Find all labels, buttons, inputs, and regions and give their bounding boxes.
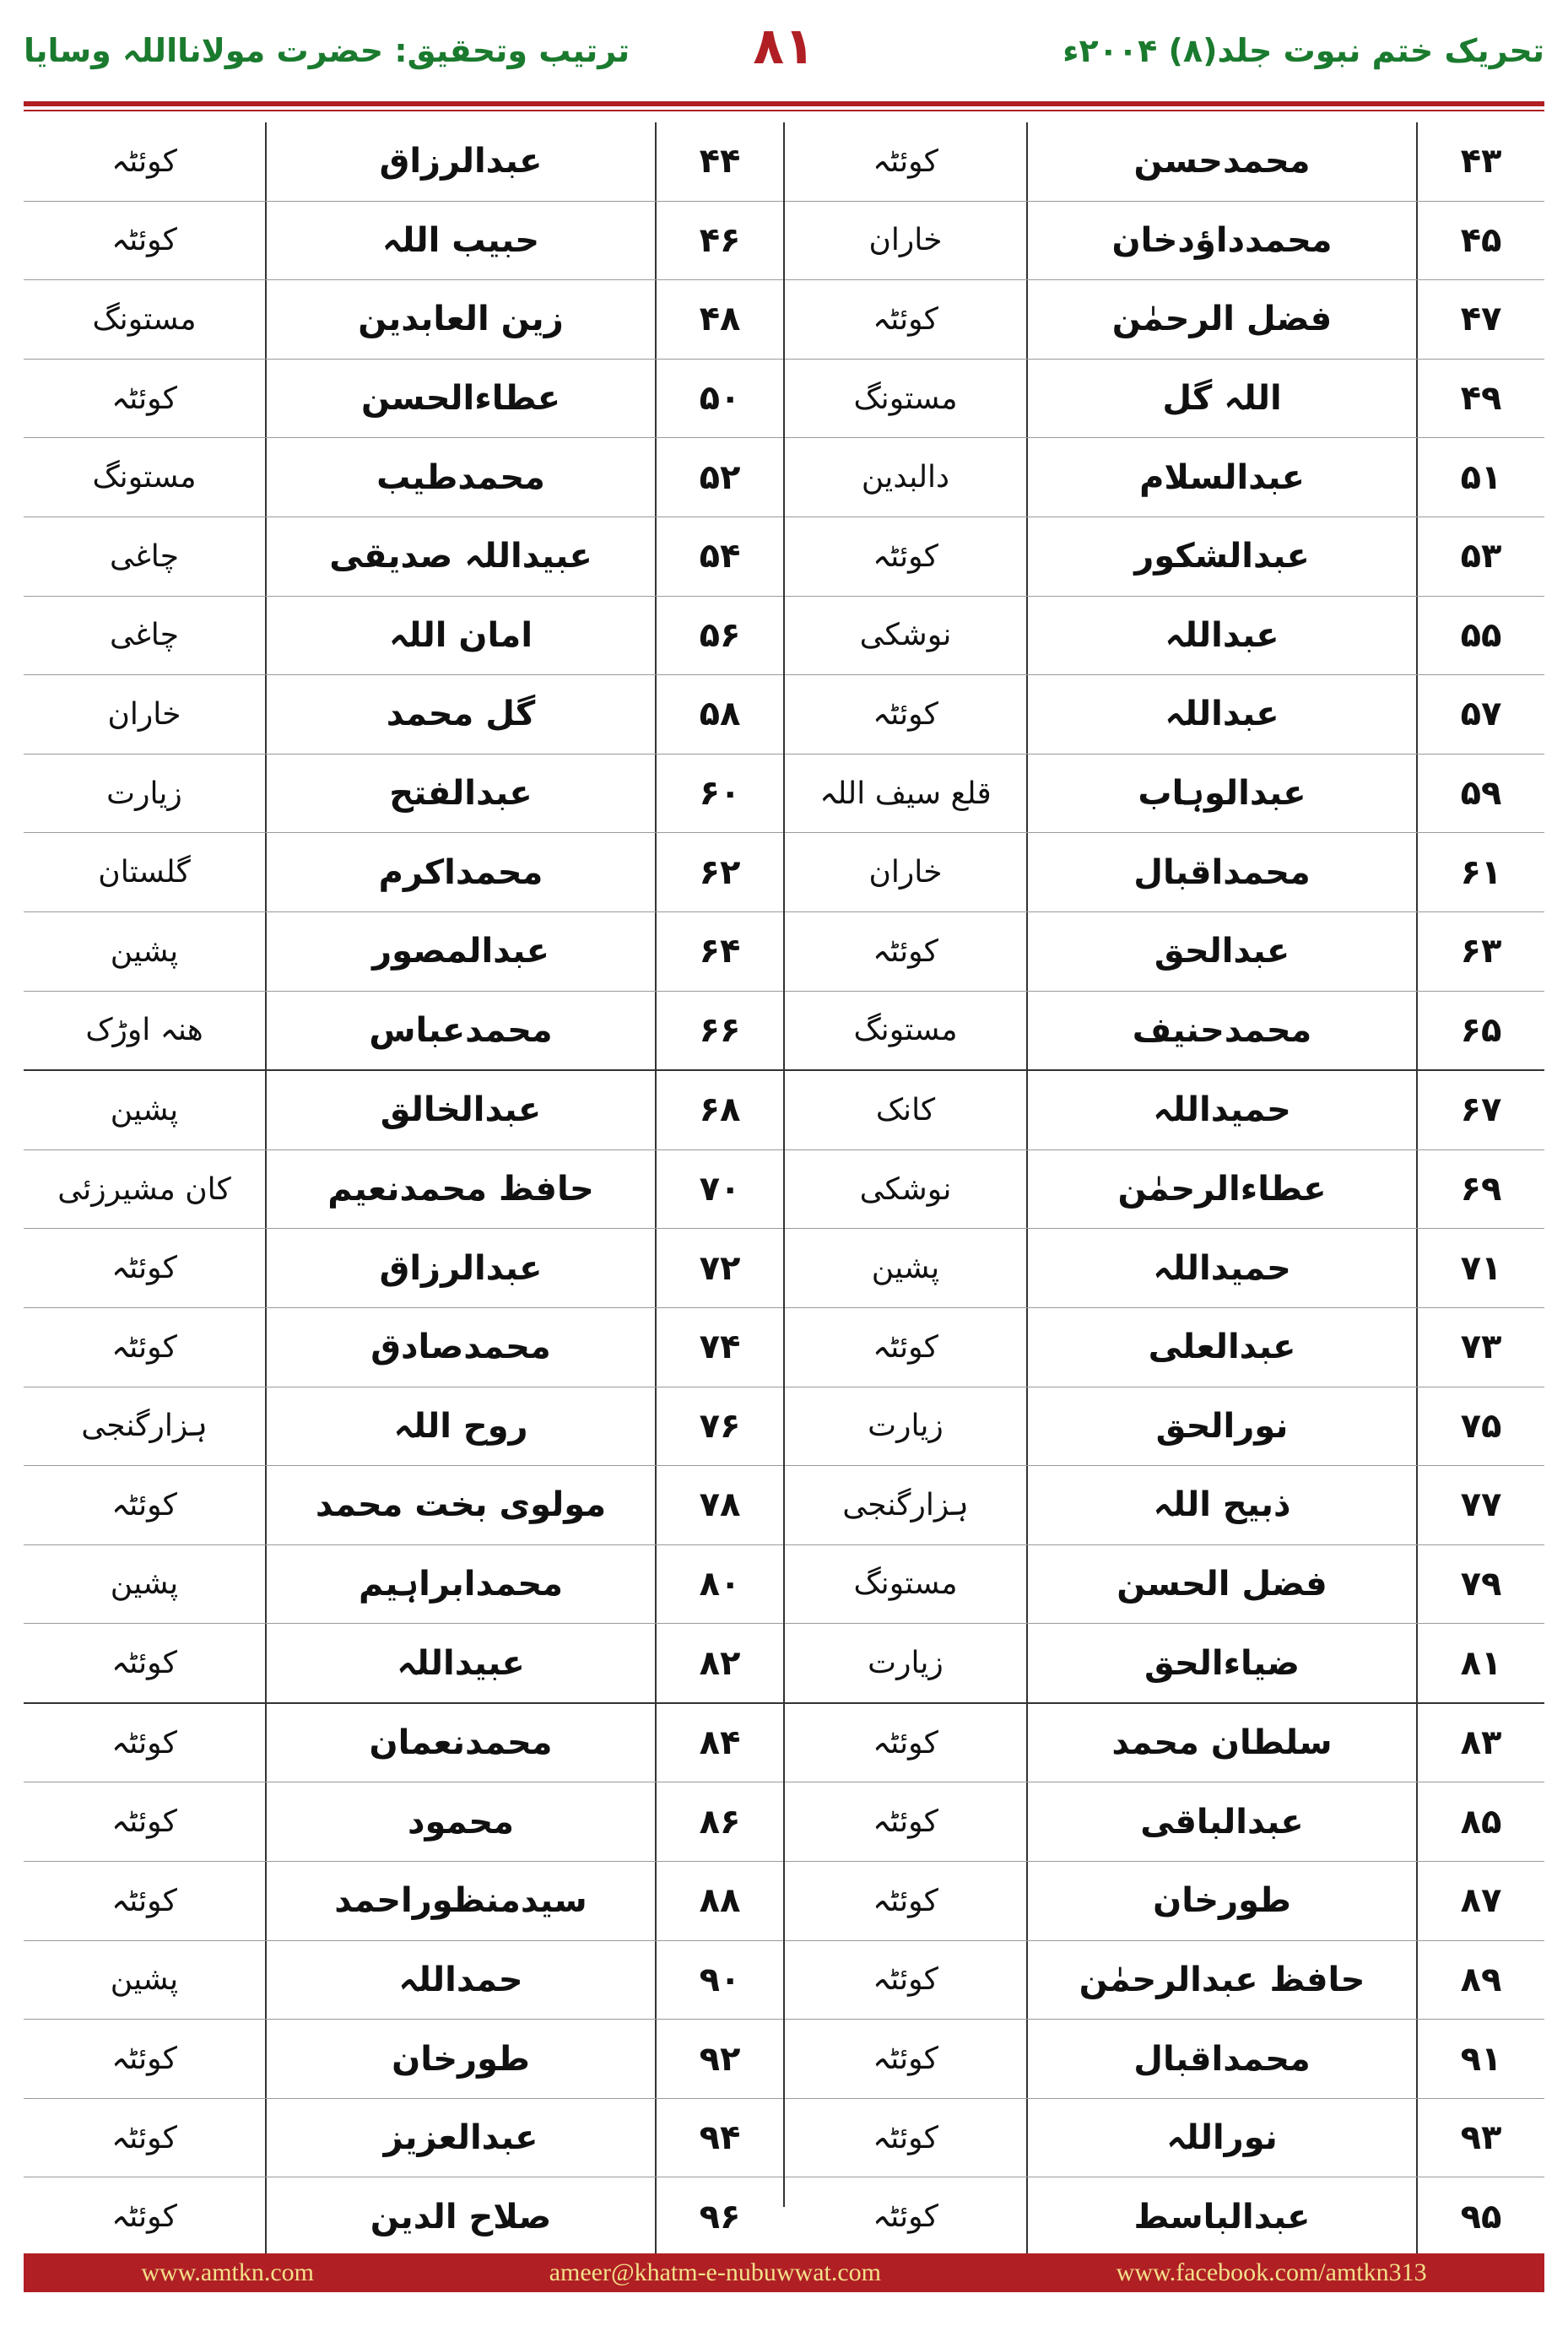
person-name: نورالحق bbox=[1026, 1387, 1416, 1466]
table-row bbox=[24, 202, 783, 281]
table-row bbox=[785, 992, 1544, 1072]
serial-number: ۶۳ bbox=[1416, 912, 1544, 991]
table-row bbox=[785, 1624, 1544, 1704]
serial-number: ۴۷ bbox=[1416, 280, 1544, 359]
person-name: حمداللہ bbox=[265, 1941, 655, 2020]
place-name: کوئٹہ bbox=[873, 2120, 938, 2155]
table-row bbox=[24, 438, 783, 517]
place-name: زیارت bbox=[106, 776, 182, 811]
person-name: حمیداللہ bbox=[1026, 1229, 1416, 1307]
place-name: ھنہ اوڑک bbox=[85, 1013, 203, 1048]
page-header bbox=[24, 17, 1544, 84]
place-name: پشین bbox=[871, 1251, 940, 1286]
person-name: محمدعباس bbox=[265, 992, 655, 1070]
person-name: عبداللہ bbox=[1026, 597, 1416, 675]
place-name: ہزارگنجی bbox=[81, 1409, 208, 1444]
person-name: عبدالوہاب bbox=[1026, 755, 1416, 833]
table-row bbox=[785, 202, 1544, 281]
table-row bbox=[24, 2020, 783, 2099]
person-name: امان اللہ bbox=[265, 597, 655, 675]
place-name: چاغی bbox=[109, 538, 180, 574]
header-rule-thick bbox=[24, 101, 1544, 106]
place-name: کوئٹہ bbox=[873, 1804, 938, 1840]
person-name: فضل الرحمٰن bbox=[1026, 280, 1416, 359]
table-row bbox=[24, 992, 783, 1072]
table-row bbox=[785, 1150, 1544, 1230]
place-name: زیارت bbox=[868, 1646, 944, 1681]
place-name: ہزارگنجی bbox=[842, 1487, 969, 1523]
place-name: کوئٹہ bbox=[111, 1883, 177, 1918]
serial-number: ۸۷ bbox=[1416, 1862, 1544, 1940]
place-name: مستونگ bbox=[92, 301, 197, 337]
place-name: گلستان bbox=[98, 855, 191, 890]
place-name: خاران bbox=[868, 855, 943, 890]
person-name: محمدحنیف bbox=[1026, 992, 1416, 1070]
person-name: محمدصادق bbox=[265, 1308, 655, 1387]
person-name: عبدالرزاق bbox=[265, 1229, 655, 1307]
place-name: کوئٹہ bbox=[873, 933, 938, 969]
person-name: حبیب اللہ bbox=[265, 202, 655, 280]
person-name: سلطان محمد bbox=[1026, 1704, 1416, 1782]
serial-number: ۴۴ bbox=[655, 122, 783, 201]
table-row bbox=[785, 1941, 1544, 2020]
place-name: کوئٹہ bbox=[111, 1329, 177, 1365]
table-row bbox=[785, 1545, 1544, 1625]
serial-number: ۵۰ bbox=[655, 360, 783, 438]
person-name: گل محمد bbox=[265, 675, 655, 754]
serial-number: ۶۱ bbox=[1416, 833, 1544, 911]
table-row bbox=[785, 675, 1544, 755]
person-name: فضل الحسن bbox=[1026, 1545, 1416, 1624]
place-name: نوشکی bbox=[859, 618, 952, 653]
place-name: کوئٹہ bbox=[111, 1646, 177, 1681]
email-link[interactable]: ameer@khatm-e-nubuwwat.com bbox=[549, 2258, 881, 2286]
place-name: کان مشیرزئی bbox=[57, 1171, 231, 1207]
serial-number: ۷۷ bbox=[1416, 1466, 1544, 1544]
table-row bbox=[785, 2099, 1544, 2178]
table-row bbox=[24, 2099, 783, 2178]
person-name: حافظ محمدنعیم bbox=[265, 1150, 655, 1229]
person-name: ذبیح اللہ bbox=[1026, 1466, 1416, 1544]
place-name: کوئٹہ bbox=[873, 301, 938, 337]
place-name: خاران bbox=[868, 223, 943, 258]
table-row bbox=[785, 1466, 1544, 1545]
table-row bbox=[785, 438, 1544, 517]
serial-number: ۹۰ bbox=[655, 1941, 783, 2020]
place-name: مستونگ bbox=[853, 381, 958, 416]
place-name: کوئٹہ bbox=[873, 2199, 938, 2235]
place-name: کوئٹہ bbox=[873, 143, 938, 179]
table-row bbox=[785, 360, 1544, 439]
person-name: عبدالعزیز bbox=[265, 2099, 655, 2177]
person-name: صلاح الدین bbox=[265, 2177, 655, 2256]
serial-number: ۷۵ bbox=[1416, 1387, 1544, 1466]
table-row bbox=[785, 2020, 1544, 2099]
serial-number: ۶۲ bbox=[655, 833, 783, 911]
person-name: عبدالعلی bbox=[1026, 1308, 1416, 1387]
serial-number: ۸۶ bbox=[655, 1782, 783, 1861]
table-row bbox=[785, 517, 1544, 597]
table-row bbox=[785, 1704, 1544, 1783]
place-name: دالبدین bbox=[861, 460, 950, 495]
serial-number: ۶۰ bbox=[655, 755, 783, 833]
serial-number: ۷۱ bbox=[1416, 1229, 1544, 1307]
table-row bbox=[24, 1624, 783, 1704]
table-row bbox=[785, 1782, 1544, 1862]
person-name: مولوی بخت محمد bbox=[265, 1466, 655, 1544]
person-name: ضیاءالحق bbox=[1026, 1624, 1416, 1702]
table-row bbox=[785, 1229, 1544, 1308]
person-name: محمدابراہیم bbox=[265, 1545, 655, 1624]
person-name: عبیداللہ bbox=[265, 1624, 655, 1702]
table-row bbox=[785, 1308, 1544, 1387]
table-row bbox=[24, 122, 783, 202]
place-name: کوئٹہ bbox=[873, 2042, 938, 2077]
place-name: پشین bbox=[110, 933, 179, 969]
serial-number: ۹۶ bbox=[655, 2177, 783, 2256]
serial-number: ۵۹ bbox=[1416, 755, 1544, 833]
table-row bbox=[24, 1862, 783, 1941]
serial-number: ۶۹ bbox=[1416, 1150, 1544, 1229]
serial-number: ۶۵ bbox=[1416, 992, 1544, 1070]
serial-number: ۸۰ bbox=[655, 1545, 783, 1624]
serial-number: ۷۴ bbox=[655, 1308, 783, 1387]
place-name: کوئٹہ bbox=[873, 1725, 938, 1761]
table-row bbox=[24, 833, 783, 912]
place-name: قلع سیف اللہ bbox=[819, 776, 992, 811]
person-name: عبدالخالق bbox=[265, 1071, 655, 1149]
names-table bbox=[24, 122, 1544, 2237]
page-footer bbox=[24, 2253, 1544, 2292]
person-name: اللہ گل bbox=[1026, 360, 1416, 438]
person-name: سیدمنظوراحمد bbox=[265, 1862, 655, 1940]
person-name: طورخان bbox=[265, 2020, 655, 2098]
serial-number: ۵۶ bbox=[655, 597, 783, 675]
serial-number: ۴۸ bbox=[655, 280, 783, 359]
place-name: خاران bbox=[107, 696, 181, 732]
serial-number: ۹۴ bbox=[655, 2099, 783, 2177]
serial-number: ۴۳ bbox=[1416, 122, 1544, 201]
table-row bbox=[24, 280, 783, 360]
serial-number: ۹۳ bbox=[1416, 2099, 1544, 2177]
person-name: عبدالباسط bbox=[1026, 2177, 1416, 2256]
place-name: کوئٹہ bbox=[111, 1487, 177, 1523]
serial-number: ۵۵ bbox=[1416, 597, 1544, 675]
person-name: محمداقبال bbox=[1026, 833, 1416, 911]
table-row bbox=[785, 280, 1544, 360]
place-name: کوئٹہ bbox=[873, 1962, 938, 1998]
table-row bbox=[785, 122, 1544, 202]
place-name: کوئٹہ bbox=[111, 381, 177, 416]
table-row bbox=[24, 1229, 783, 1308]
person-name: محمدداؤدخان bbox=[1026, 202, 1416, 280]
table-row bbox=[24, 1782, 783, 1862]
place-name: کوئٹہ bbox=[111, 143, 177, 179]
serial-number: ۷۲ bbox=[655, 1229, 783, 1307]
table-row bbox=[24, 1387, 783, 1467]
serial-number: ۶۸ bbox=[655, 1071, 783, 1149]
compiler-credit: ترتیب وتحقیق: حضرت مولانااللہ وسایا bbox=[24, 32, 630, 69]
person-name: نوراللہ bbox=[1026, 2099, 1416, 2177]
place-name: چاغی bbox=[109, 618, 180, 653]
table-row bbox=[24, 755, 783, 834]
place-name: کوئٹہ bbox=[111, 1725, 177, 1761]
table-row bbox=[24, 517, 783, 597]
serial-number: ۷۹ bbox=[1416, 1545, 1544, 1624]
facebook-link[interactable]: www.facebook.com/amtkn313 bbox=[1116, 2258, 1427, 2286]
serial-number: ۸۵ bbox=[1416, 1782, 1544, 1861]
serial-number: ۵۸ bbox=[655, 675, 783, 754]
person-name: روح اللہ bbox=[265, 1387, 655, 1466]
place-name: کوئٹہ bbox=[873, 538, 938, 574]
person-name: عبدالرزاق bbox=[265, 122, 655, 201]
serial-number: ۸۲ bbox=[655, 1624, 783, 1702]
person-name: حمیداللہ bbox=[1026, 1071, 1416, 1149]
serial-number: ۵۷ bbox=[1416, 675, 1544, 754]
serial-number: ۵۴ bbox=[655, 517, 783, 596]
place-name: کوئٹہ bbox=[111, 1251, 177, 1286]
person-name: عبیداللہ صدیقی bbox=[265, 517, 655, 596]
serial-number: ۷۸ bbox=[655, 1466, 783, 1544]
table-row bbox=[24, 1071, 783, 1150]
table-row bbox=[785, 1862, 1544, 1941]
person-name: عطاءالرحمٰن bbox=[1026, 1150, 1416, 1229]
serial-number: ۸۳ bbox=[1416, 1704, 1544, 1782]
place-name: پشین bbox=[110, 1962, 179, 1998]
table-row bbox=[785, 1387, 1544, 1467]
table-row bbox=[24, 360, 783, 439]
table-row bbox=[24, 912, 783, 992]
place-name: کوئٹہ bbox=[111, 223, 177, 258]
serial-number: ۴۶ bbox=[655, 202, 783, 280]
table-row bbox=[785, 833, 1544, 912]
page-number: ۸۱ bbox=[753, 17, 815, 76]
table-row bbox=[785, 2177, 1544, 2256]
person-name: زین العابدین bbox=[265, 280, 655, 359]
person-name: عبدالمصور bbox=[265, 912, 655, 991]
serial-number: ۵۱ bbox=[1416, 438, 1544, 517]
table-row bbox=[24, 597, 783, 676]
person-name: محمود bbox=[265, 1782, 655, 1861]
table-row bbox=[24, 1545, 783, 1625]
serial-number: ۸۱ bbox=[1416, 1624, 1544, 1702]
person-name: محمدطیب bbox=[265, 438, 655, 517]
person-name: عبداللہ bbox=[1026, 675, 1416, 754]
serial-number: ۸۸ bbox=[655, 1862, 783, 1940]
table-column-right bbox=[783, 122, 1544, 2237]
serial-number: ۴۵ bbox=[1416, 202, 1544, 280]
table-row bbox=[24, 1150, 783, 1230]
place-name: کوئٹہ bbox=[111, 2199, 177, 2235]
table-row bbox=[24, 1466, 783, 1545]
serial-number: ۸۴ bbox=[655, 1704, 783, 1782]
table-row bbox=[24, 675, 783, 755]
serial-number: ۴۹ bbox=[1416, 360, 1544, 438]
person-name: حافظ عبدالرحمٰن bbox=[1026, 1941, 1416, 2020]
serial-number: ۵۲ bbox=[655, 438, 783, 517]
person-name: عطاءالحسن bbox=[265, 360, 655, 438]
table-row bbox=[785, 755, 1544, 834]
place-name: مستونگ bbox=[853, 1566, 958, 1602]
place-name: مستونگ bbox=[92, 460, 197, 495]
table-row bbox=[24, 2177, 783, 2256]
header-rule-thin bbox=[24, 110, 1544, 111]
person-name: عبدالشکور bbox=[1026, 517, 1416, 596]
serial-number: ۹۲ bbox=[655, 2020, 783, 2098]
serial-number: ۷۶ bbox=[655, 1387, 783, 1466]
person-name: عبدالفتح bbox=[265, 755, 655, 833]
place-name: مستونگ bbox=[853, 1013, 958, 1048]
place-name: زیارت bbox=[868, 1409, 944, 1444]
place-name: کوئٹہ bbox=[873, 1883, 938, 1918]
serial-number: ۷۰ bbox=[655, 1150, 783, 1229]
place-name: پشین bbox=[110, 1566, 179, 1602]
book-title: تحریک ختم نبوت جلد(۸) ۲۰۰۴ء bbox=[1062, 32, 1544, 69]
serial-number: ۹۱ bbox=[1416, 2020, 1544, 2098]
place-name: کانک bbox=[875, 1092, 936, 1128]
website-link[interactable]: www.amtkn.com bbox=[141, 2258, 315, 2286]
serial-number: ۸۹ bbox=[1416, 1941, 1544, 2020]
person-name: عبدالباقی bbox=[1026, 1782, 1416, 1861]
table-row bbox=[785, 912, 1544, 992]
place-name: کوئٹہ bbox=[111, 2042, 177, 2077]
person-name: عبدالسلام bbox=[1026, 438, 1416, 517]
serial-number: ۶۷ bbox=[1416, 1071, 1544, 1149]
person-name: محمداقبال bbox=[1026, 2020, 1416, 2098]
place-name: پشین bbox=[110, 1092, 179, 1128]
table-row bbox=[24, 1308, 783, 1387]
table-column-left bbox=[24, 122, 783, 2237]
table-row bbox=[24, 1704, 783, 1783]
serial-number: ۹۵ bbox=[1416, 2177, 1544, 2256]
serial-number: ۵۳ bbox=[1416, 517, 1544, 596]
table-row bbox=[785, 1071, 1544, 1150]
person-name: محمدنعمان bbox=[265, 1704, 655, 1782]
person-name: محمدحسن bbox=[1026, 122, 1416, 201]
person-name: طورخان bbox=[1026, 1862, 1416, 1940]
table-row bbox=[785, 597, 1544, 676]
place-name: کوئٹہ bbox=[873, 696, 938, 732]
place-name: کوئٹہ bbox=[111, 2120, 177, 2155]
person-name: عبدالحق bbox=[1026, 912, 1416, 991]
serial-number: ۶۴ bbox=[655, 912, 783, 991]
person-name: محمداکرم bbox=[265, 833, 655, 911]
table-row bbox=[24, 1941, 783, 2020]
place-name: کوئٹہ bbox=[111, 1804, 177, 1840]
place-name: نوشکی bbox=[859, 1171, 952, 1207]
serial-number: ۶۶ bbox=[655, 992, 783, 1070]
serial-number: ۷۳ bbox=[1416, 1308, 1544, 1387]
place-name: کوئٹہ bbox=[873, 1329, 938, 1365]
